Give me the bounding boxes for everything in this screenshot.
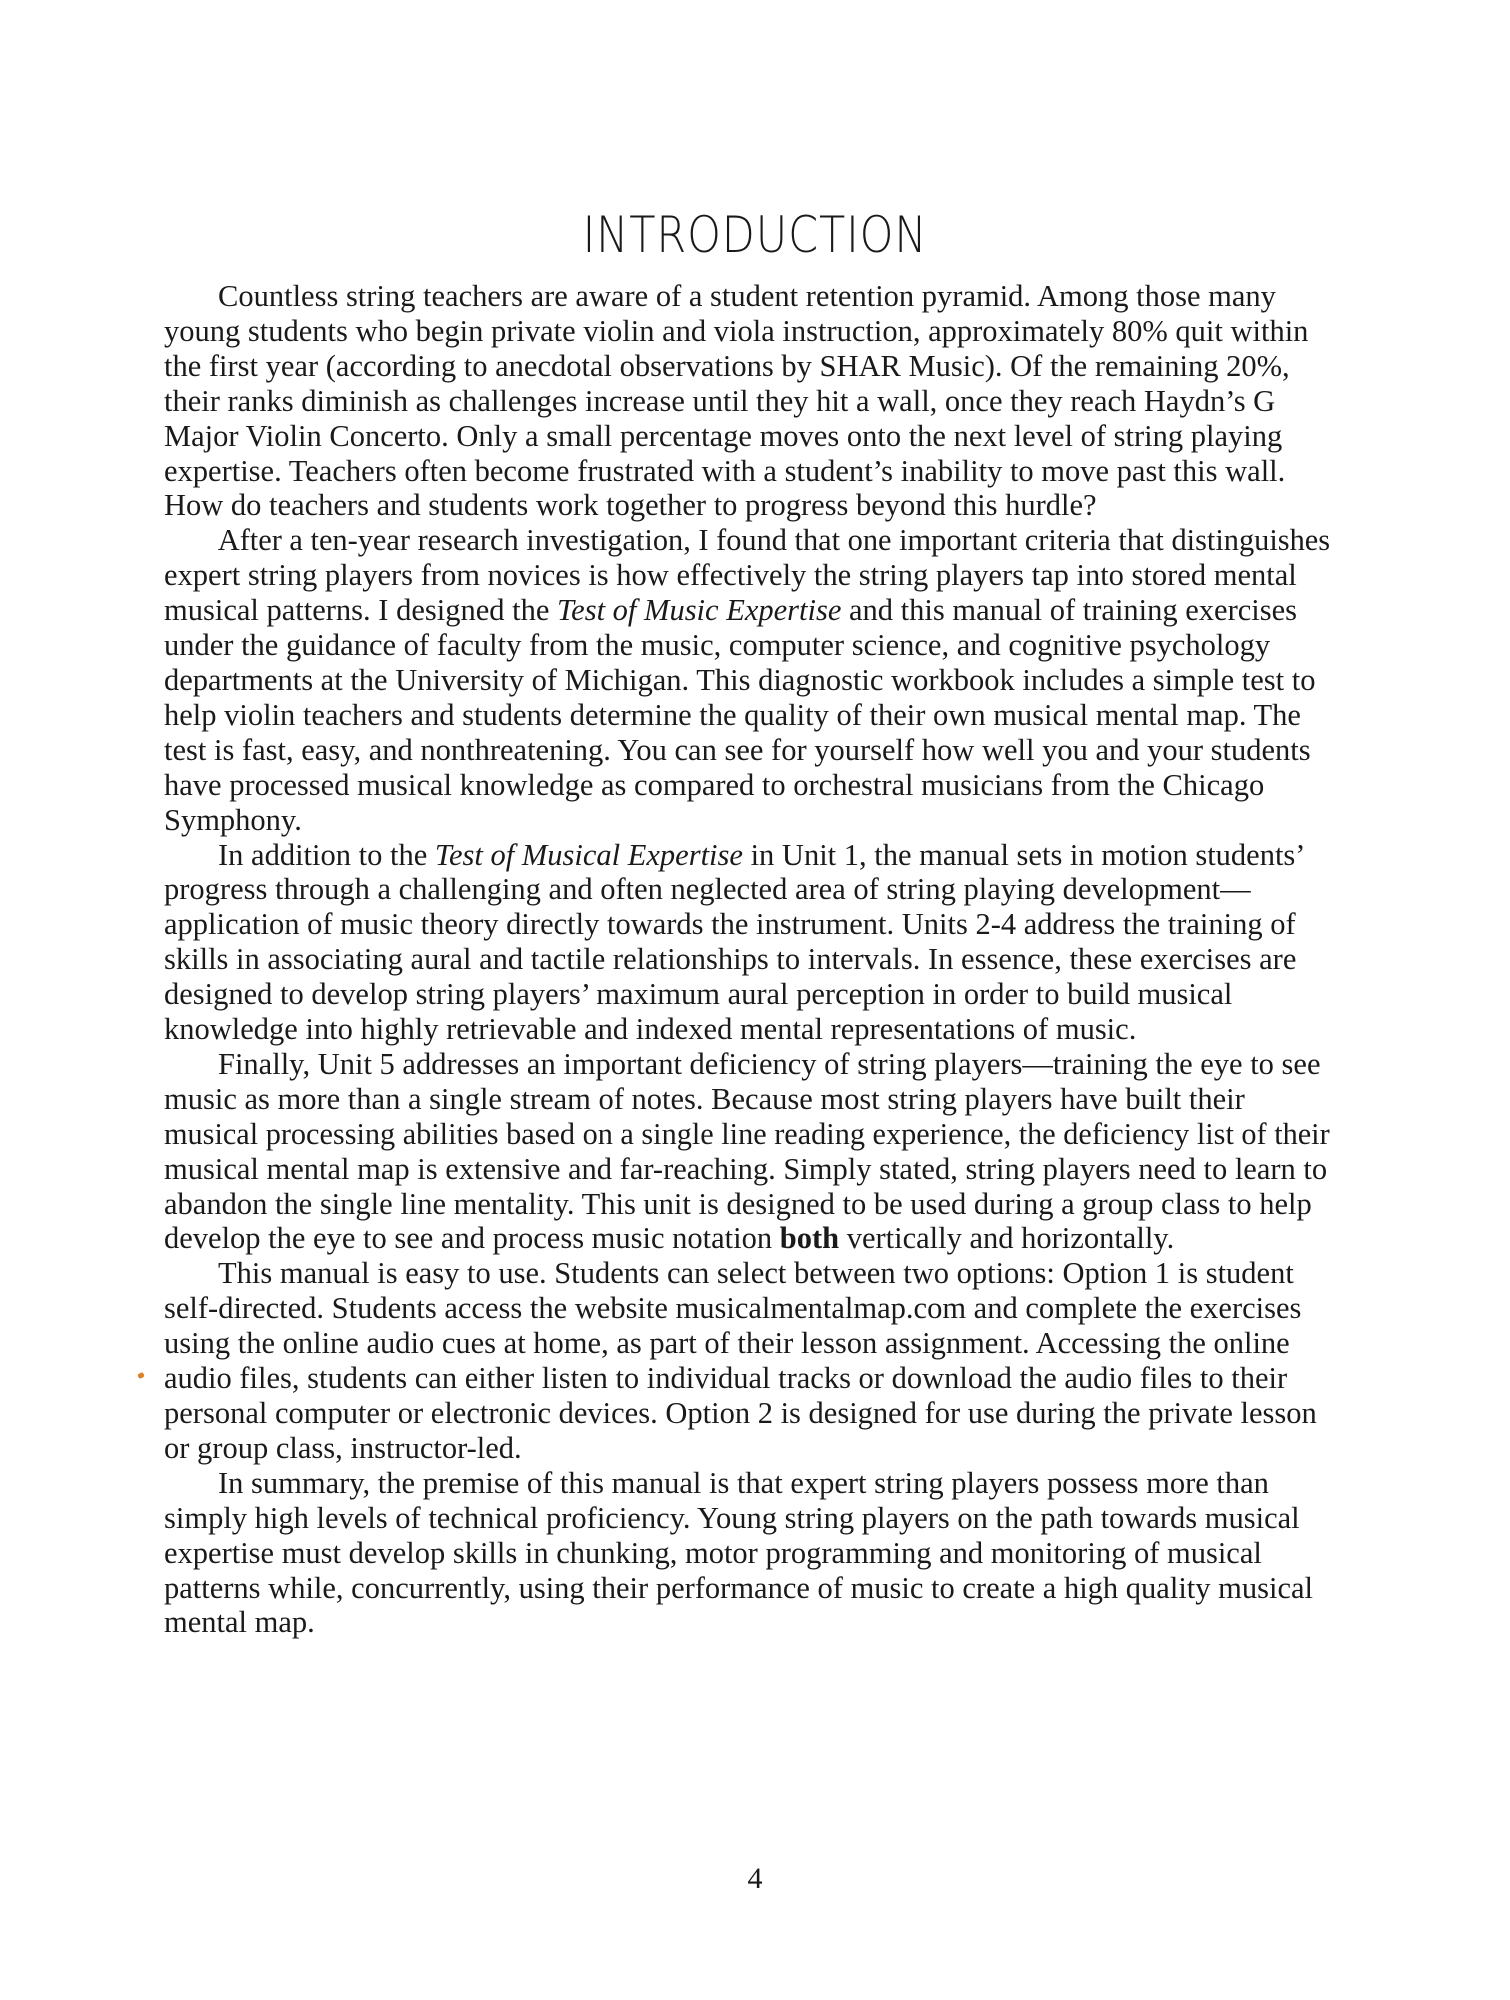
text-line: knowledge into highly retrievable and indexed mental representations of music.	[164, 1012, 1137, 1047]
text-line: In summary, the premise of this manual is that expert string players possess more than	[218, 1465, 1269, 1500]
text-line: After a ten-year research investigation, I found that one important criteria that distinguishes	[217, 523, 1331, 558]
text-line: This manual is easy to use. Students can select between two options: Option 1 is student	[218, 1256, 1294, 1291]
test-title-italic: Test of Musical Expertise	[434, 837, 743, 872]
text-line: musical processing abilities based on a single line reading experience, the deficiency list of their	[164, 1116, 1330, 1151]
paragraph-2	[164, 523, 1330, 837]
test-title-italic: Test of Music Expertise	[557, 593, 842, 628]
text-line: mental map.	[164, 1605, 315, 1640]
text-line: Major Violin Concerto. Only a small percentage moves onto the next level of string playing	[164, 418, 1283, 453]
text-run: in Unit 1, the manual sets in motion students’	[742, 837, 1306, 872]
text-line: test is fast, easy, and nonthreatening. You can see for yourself how well you and your students	[164, 732, 1311, 767]
text-line: Finally, Unit 5 addresses an important deficiency of string players—training the eye to see	[218, 1046, 1321, 1081]
text-line: patterns while, concurrently, using their performance of music to create a high quality musical	[164, 1570, 1314, 1605]
text-line: Countless string teachers are aware of a student retention pyramid. Among those many	[218, 279, 1276, 313]
text-line: or group class, instructor-led.	[164, 1430, 522, 1465]
text-line: music as more than a single stream of notes. Because most string players have built their	[164, 1081, 1245, 1116]
text-run: and this manual of training exercises	[841, 593, 1298, 628]
body-text	[164, 279, 1330, 1640]
page-number: 4	[747, 1862, 763, 1895]
text-line	[164, 838, 1330, 873]
emphasis-bold: both	[779, 1221, 840, 1256]
text-line: audio files, students can either listen to individual tracks or download the audio files to their	[164, 1361, 1288, 1396]
text-line: personal computer or electronic devices. Option 2 is designed for use during the private lesson	[164, 1396, 1317, 1430]
paragraph-3	[164, 838, 1330, 1047]
paragraph-5	[164, 1256, 1330, 1465]
text-line: have processed musical knowledge as compared to orchestral musicians from the Chicago	[164, 767, 1265, 802]
text-line	[164, 593, 1330, 628]
paragraph-6	[164, 1466, 1330, 1641]
text-line: simply high levels of technical proficiency. Young string players on the path towards musical	[164, 1500, 1300, 1535]
text-line: their ranks diminish as challenges increase until they hit a wall, once they reach Haydn’s G	[164, 383, 1276, 418]
text-run: develop the eye to see and process music notation	[164, 1221, 780, 1256]
text-line: the first year (according to anecdotal observations by SHAR Music). Of the remaining 20%,	[164, 348, 1290, 383]
text-line: departments at the University of Michigan. This diagnostic workbook includes a simple test to	[164, 662, 1316, 697]
page-title: INTRODUCTION	[582, 205, 928, 264]
text-line: expert string players from novices is how effectively the string players tap into stored mental	[164, 558, 1297, 593]
text-line: musical mental map is extensive and far-reaching. Simply stated, string players need to learn to	[164, 1151, 1328, 1186]
text-line: Symphony.	[164, 802, 302, 837]
text-line: skills in associating aural and tactile relationships to intervals. In essence, these exercises are	[164, 942, 1297, 977]
text-line: application of music theory directly towards the instrument. Units 2-4 address the training of	[164, 907, 1296, 942]
paragraph-4	[164, 1047, 1330, 1256]
text-run: vertically and horizontally.	[839, 1221, 1175, 1256]
text-line: progress through a challenging and often neglected area of string playing development—	[164, 872, 1251, 907]
text-line: abandon the single line mentality. This unit is designed to be used during a group class to help	[164, 1186, 1312, 1221]
paragraph-1	[164, 279, 1330, 523]
text-line: How do teachers and students work together to progress beyond this hurdle?	[164, 488, 1097, 523]
text-line	[164, 1221, 1330, 1256]
text-line: young students who begin private violin and viola instruction, approximately 80% quit within	[164, 313, 1309, 348]
text-run: In addition to the	[218, 837, 435, 872]
text-line: help violin teachers and students determine the quality of their own musical mental map. The	[164, 697, 1301, 732]
text-run: musical patterns. I designed the	[164, 593, 558, 628]
text-line: expertise must develop skills in chunking, motor programming and monitoring of musical	[164, 1535, 1262, 1570]
text-line: using the online audio cues at home, as part of their lesson assignment. Accessing the online	[164, 1326, 1290, 1361]
text-line: self-directed. Students access the website musicalmentalmap.com and complete the exercises	[164, 1291, 1302, 1326]
margin-mark-icon	[137, 1372, 145, 1379]
text-line: designed to develop string players’ maximum aural perception in order to build musical	[164, 977, 1233, 1012]
text-line: expertise. Teachers often become frustrated with a student’s inability to move past this wall.	[164, 453, 1286, 488]
text-line: under the guidance of faculty from the music, computer science, and cognitive psychology	[164, 628, 1271, 663]
